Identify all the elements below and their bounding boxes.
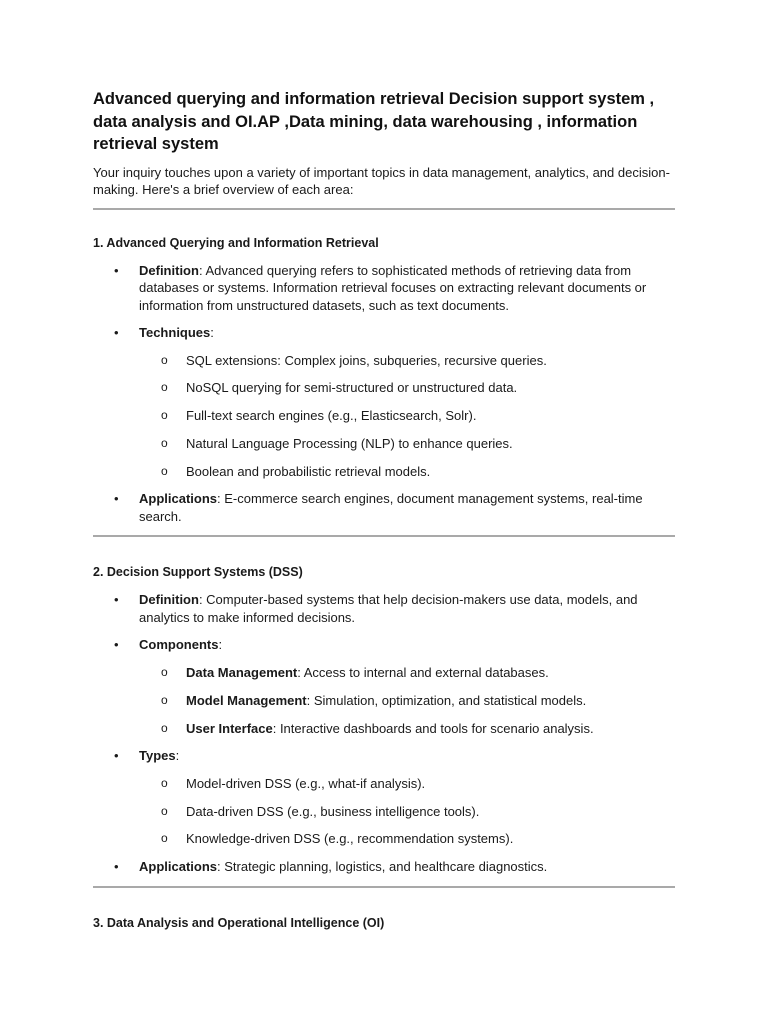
sub-list bbox=[139, 775, 675, 848]
list-item-text: : bbox=[218, 637, 223, 653]
term-label: Definition bbox=[139, 592, 199, 608]
bullet-list bbox=[93, 262, 675, 526]
list-item-applications bbox=[93, 858, 675, 876]
section-heading-data-analysis: 3. Data Analysis and Operational Intelligence (OI) bbox=[93, 915, 385, 930]
bullet-list bbox=[93, 591, 675, 875]
list-item-text: : Strategic planning, logistics, and healthcare diagnostics. bbox=[217, 859, 548, 875]
sub-list-item bbox=[139, 435, 675, 453]
sub-bullet-icon: o bbox=[161, 720, 168, 735]
sub-item-text: : Simulation, optimization, and statistical models. bbox=[306, 692, 587, 708]
list-item-text: : bbox=[175, 748, 180, 764]
sub-item-text: Boolean and probabilistic retrieval models. bbox=[186, 463, 431, 479]
term-label: Applications bbox=[139, 859, 218, 875]
horizontal-rule bbox=[93, 886, 675, 888]
sub-list bbox=[139, 352, 675, 481]
term-label: Techniques bbox=[139, 325, 211, 340]
sub-item-text: Data-driven DSS (e.g., business intelligence tools). bbox=[186, 803, 480, 819]
sub-bullet-icon: o bbox=[161, 803, 168, 818]
document-body bbox=[93, 88, 675, 932]
bullet-icon: • bbox=[114, 325, 119, 340]
term-label: User Interface bbox=[186, 720, 273, 736]
sub-bullet-icon: o bbox=[161, 664, 168, 679]
list-item-components bbox=[93, 636, 675, 737]
term-label: Types bbox=[139, 748, 176, 764]
sub-list-item bbox=[139, 692, 675, 710]
intro-paragraph: Your inquiry touches upon a variety of important topics in data management, analytics, and decision-making. Here's a brief overview of each area: bbox=[93, 164, 670, 197]
sub-list-item bbox=[139, 803, 675, 821]
bullet-icon: • bbox=[114, 262, 119, 278]
sub-list-item bbox=[139, 352, 675, 370]
sub-bullet-icon: o bbox=[161, 435, 168, 450]
term-label: Definition bbox=[139, 262, 199, 278]
horizontal-rule bbox=[93, 208, 675, 210]
list-item-techniques bbox=[93, 324, 675, 480]
term-label: Applications bbox=[139, 491, 218, 507]
bullet-icon: • bbox=[114, 748, 119, 764]
bullet-icon: • bbox=[114, 859, 119, 875]
sub-list-item bbox=[139, 664, 675, 682]
sub-bullet-icon: o bbox=[161, 831, 168, 846]
sub-item-text: : Access to internal and external databases. bbox=[297, 664, 549, 680]
term-label: Data Management bbox=[186, 664, 298, 680]
sub-list bbox=[139, 664, 675, 737]
term-label: Model Management bbox=[186, 692, 307, 708]
list-item-types bbox=[93, 747, 675, 848]
sub-bullet-icon: o bbox=[161, 775, 168, 790]
sub-bullet-icon: o bbox=[161, 408, 168, 423]
section-heading-advanced-querying: 1. Advanced Querying and Information Retrieval bbox=[93, 235, 379, 250]
list-item-applications bbox=[93, 490, 675, 525]
list-item-text: : Advanced querying refers to sophisticated methods of retrieving data from databases or systems. Information retrieval focuses on extracting relevant documents or information from unstructured datasets, such as text documents. bbox=[139, 262, 647, 313]
sub-bullet-icon: o bbox=[161, 692, 168, 707]
section-heading-dss: 2. Decision Support Systems (DSS) bbox=[93, 565, 303, 580]
sub-list-item bbox=[139, 463, 675, 481]
sub-bullet-icon: o bbox=[161, 463, 168, 478]
bullet-icon: • bbox=[114, 592, 119, 608]
sub-list-item bbox=[139, 720, 675, 738]
sub-item-text: SQL extensions: Complex joins, subqueries, recursive queries. bbox=[186, 352, 547, 368]
sub-list-item bbox=[139, 379, 675, 397]
sub-bullet-icon: o bbox=[161, 352, 168, 367]
horizontal-rule bbox=[93, 535, 675, 537]
term-label: Components bbox=[139, 637, 219, 653]
sub-list-item bbox=[139, 830, 675, 848]
bullet-icon: • bbox=[114, 491, 119, 507]
list-item-text: : bbox=[210, 325, 214, 340]
sub-bullet-icon: o bbox=[161, 380, 168, 395]
sub-item-text: : Interactive dashboards and tools for scenario analysis. bbox=[272, 720, 594, 736]
sub-list-item bbox=[139, 407, 675, 425]
list-item-text: : E-commerce search engines, document management systems, real-time search. bbox=[139, 491, 643, 524]
sub-item-text: Full-text search engines (e.g., Elasticsearch, Solr). bbox=[186, 408, 477, 424]
sub-list-item bbox=[139, 775, 675, 793]
list-item-definition bbox=[93, 262, 675, 315]
sub-item-text: Natural Language Processing (NLP) to enhance queries. bbox=[186, 435, 513, 451]
document-title: Advanced querying and information retrieval Decision support system , data analysis and OI.AP ,Data mining, data warehousing , information retrieval system bbox=[93, 90, 655, 153]
list-item-definition bbox=[93, 591, 675, 626]
bullet-icon: • bbox=[114, 637, 119, 653]
sub-item-text: Model-driven DSS (e.g., what-if analysis). bbox=[186, 775, 426, 791]
list-item-text: : Computer-based systems that help decision-makers use data, models, and analytics to make informed decisions. bbox=[139, 592, 638, 625]
sub-item-text: Knowledge-driven DSS (e.g., recommendation systems). bbox=[186, 831, 514, 847]
sub-item-text: NoSQL querying for semi-structured or unstructured data. bbox=[186, 380, 518, 396]
